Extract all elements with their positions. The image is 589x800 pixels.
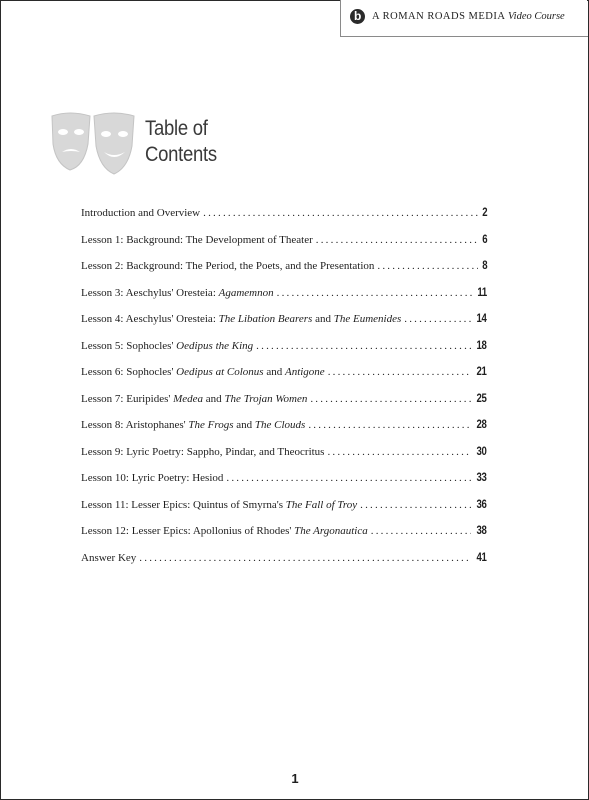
toc-entry [81,469,487,496]
toc-entry-title [81,364,325,380]
toc-entry-page: 25 [476,390,487,405]
page-title-line2: Contents [145,143,217,166]
brand-name: A ROMAN ROADS MEDIA [372,11,505,22]
toc-leader-dots [139,550,471,566]
toc-entry [81,257,487,284]
toc-entry [81,522,487,549]
toc-entry [81,443,487,470]
toc-entry-page: 2 [481,205,487,219]
toc-entry-work-title: The Libation Bearers [218,313,313,325]
toc-entry-page: 6 [481,231,487,246]
toc-entry-title [81,444,324,460]
toc-entry [81,284,487,311]
toc-leader-dots [203,205,478,221]
toc-leader-dots [310,391,471,407]
toc-entry-work-title: The Clouds [254,419,306,431]
toc-leader-dots [308,417,471,433]
toc-entry-text: Lesson 2: Background: The Period, the Poets, and the Presentation [81,260,375,272]
toc-entry-title [81,523,368,539]
toc-entry-page: 33 [476,470,487,484]
toc-entry-title [81,391,307,407]
toc-entry [81,416,487,443]
toc-entry-work-title: Agamemnon [218,286,274,299]
header-divider [340,0,341,36]
toc-entry-text: Lesson 10: Lyric Poetry: Hesiod [81,472,224,484]
brand-sub: Video Course [508,11,565,22]
toc-leader-dots [316,232,478,248]
toc-entry [81,496,487,523]
toc-entry-page: 14 [476,311,487,325]
toc-leader-dots [371,523,472,539]
theater-masks-icon [48,110,138,178]
page-title-line1: Table of [145,117,208,140]
toc-entry-text: Lesson 4: Aeschylus' Oresteia: [81,313,219,325]
toc-entry [81,390,487,417]
toc-entry-text: Introduction and Overview [81,207,201,219]
toc-entry-text: Lesson 3: Aeschylus' Oresteia: [81,286,219,299]
toc-entry-title [81,232,313,248]
toc-entry-page: 30 [476,443,487,458]
toc-entry-text: Lesson 11: Lesser Epics: Quintus of Smyrna's [81,498,286,511]
table-of-contents [81,204,487,575]
toc-entry-text: Lesson 9: Lyric Poetry: Sappho, Pindar, and Theocritus [81,445,325,458]
toc-entry-title [81,311,401,327]
toc-entry-title [81,497,357,513]
toc-entry-page: 28 [476,417,487,431]
toc-entry-work-title: The Fall of Troy [285,498,358,511]
page-number: 1 [291,771,299,786]
toc-entry [81,231,487,258]
toc-leader-dots [256,338,471,354]
brand-text [372,11,586,22]
brand-mark: b [354,9,362,23]
toc-entry-page: 21 [476,364,487,378]
toc-entry-text: Answer Key [81,551,137,564]
toc-entry-page: 11 [477,284,487,299]
toc-entry [81,337,487,364]
toc-leader-dots [327,444,471,460]
toc-entry-text: and [203,392,225,405]
toc-entry-title [81,285,274,301]
toc-entry [81,549,487,576]
toc-entry [81,363,487,390]
toc-entry-text: and [312,313,334,325]
toc-entry-text: Lesson 8: Aristophanes' [81,419,189,431]
toc-entry-work-title: The Trojan Women [224,392,308,405]
toc-entry-text: Lesson 12: Lesser Epics: Apollonius of Rhodes' [81,525,295,537]
toc-entry-text: and [233,419,255,431]
toc-leader-dots [277,285,472,301]
toc-entry-work-title: Medea [173,392,204,405]
toc-entry-text: Lesson 7: Euripides' [81,392,174,405]
toc-entry-title [81,338,253,354]
toc-entry-text: Lesson 5: Sophocles' [81,339,177,352]
toc-entry-text: Lesson 1: Background: The Development of Theater [81,233,313,246]
toc-entry-work-title: The Eumenides [333,313,402,325]
toc-entry-page: 36 [476,496,487,511]
toc-leader-dots [404,311,471,327]
toc-entry-text: and [263,366,285,378]
toc-entry-page: 8 [481,258,487,272]
roman-roads-logo-icon [350,9,365,24]
toc-entry-title [81,258,374,274]
page-title [145,116,227,168]
toc-entry-work-title: Oedipus the King [176,339,254,352]
header-rule [340,36,588,37]
toc-leader-dots [360,497,471,513]
toc-entry-page: 18 [476,337,487,352]
toc-leader-dots [226,470,471,486]
toc-entry-title [81,550,136,566]
toc-entry [81,310,487,337]
toc-entry-work-title: Oedipus at Colonus [176,366,264,378]
toc-entry-title [81,417,305,433]
toc-entry-work-title: The Frogs [188,419,234,431]
toc-entry [81,204,487,231]
toc-entry-page: 38 [476,523,487,537]
toc-entry-page: 41 [476,549,487,564]
toc-entry-work-title: The Argonautica [294,525,368,537]
toc-entry-text: Lesson 6: Sophocles' [81,366,177,378]
toc-entry-title [81,470,223,486]
toc-leader-dots [328,364,472,380]
toc-leader-dots [377,258,477,274]
toc-entry-title [81,205,200,221]
toc-entry-work-title: Antigone [284,366,325,378]
